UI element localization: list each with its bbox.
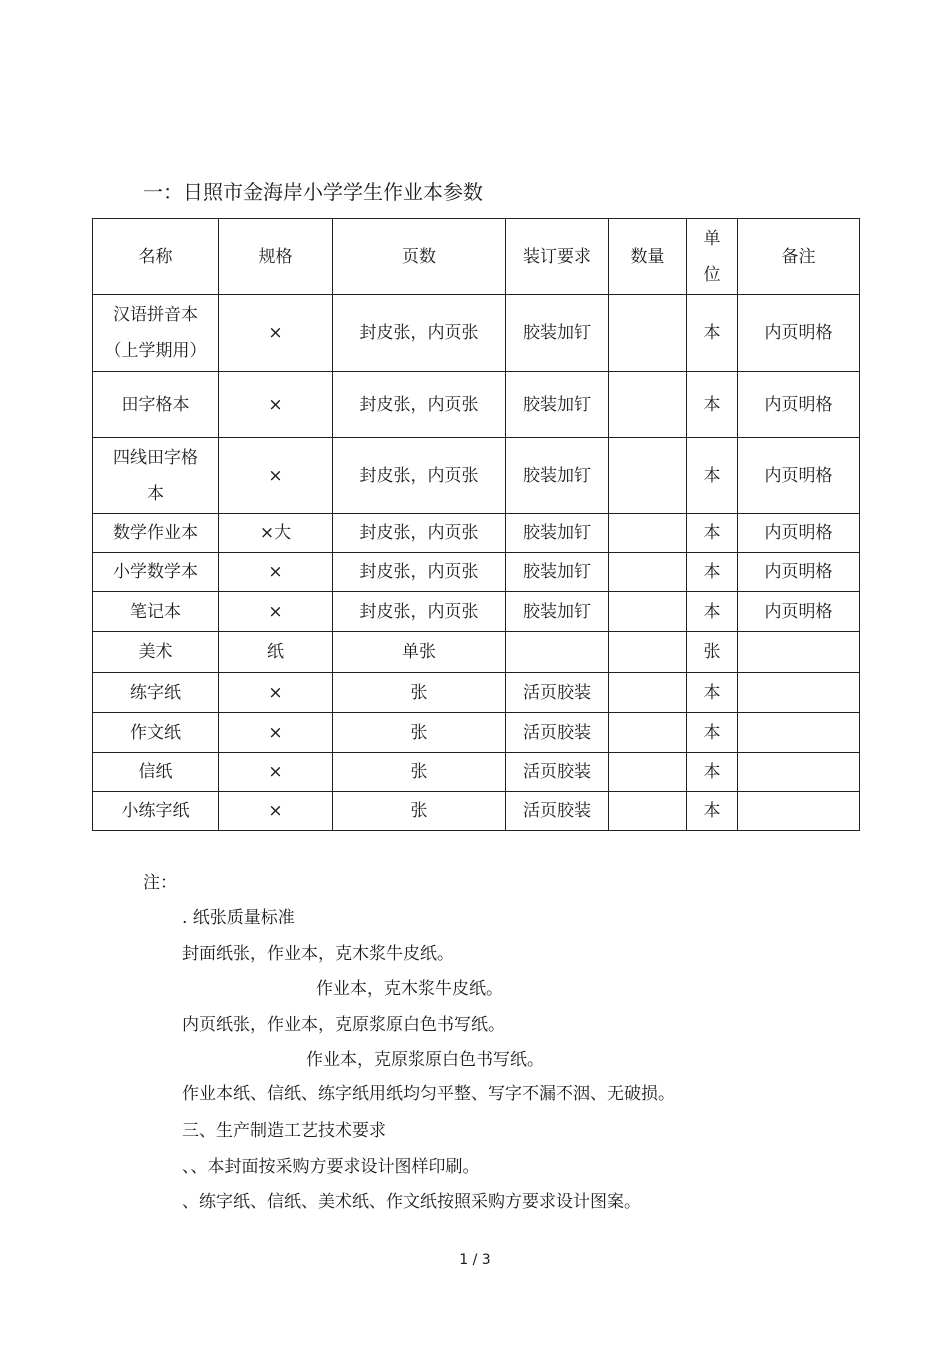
table-cell: 活页胶装	[506, 673, 609, 713]
table-cell: 本	[687, 553, 738, 592]
table-cell: 本	[687, 438, 738, 514]
table-cell: 纸	[219, 632, 333, 673]
document-title: 一：日照市金海岸小学学生作业本参数	[143, 180, 483, 204]
table-cell	[738, 673, 860, 713]
table-cell: 张	[333, 713, 506, 753]
table-cell: ×	[219, 792, 333, 831]
table-cell	[738, 792, 860, 831]
table-cell	[609, 792, 687, 831]
table-cell: 内页明格	[738, 514, 860, 553]
table-cell: 胶装加钉	[506, 438, 609, 514]
table-cell	[609, 632, 687, 673]
table-cell: 封皮张，内页张	[333, 553, 506, 592]
table-cell: 四线田字格 本	[93, 438, 219, 514]
table-header-row	[93, 219, 860, 295]
table-cell	[609, 673, 687, 713]
table-cell: ×	[219, 295, 333, 372]
table-cell	[609, 713, 687, 753]
table-cell: 张	[333, 753, 506, 792]
parameters-table	[92, 218, 860, 831]
table-cell: 胶装加钉	[506, 372, 609, 438]
table-cell: 张	[687, 632, 738, 673]
table-cell: 信纸	[93, 753, 219, 792]
table-cell: 笔记本	[93, 592, 219, 632]
table-cell	[609, 372, 687, 438]
table-cell: ×大	[219, 514, 333, 553]
table-cell: 小练字纸	[93, 792, 219, 831]
header-cell: 数量	[609, 219, 687, 295]
table-cell: 胶装加钉	[506, 295, 609, 372]
table-cell: 活页胶装	[506, 713, 609, 753]
table-cell: 小学数学本	[93, 553, 219, 592]
table-cell: 汉语拼音本 （上学期用）	[93, 295, 219, 372]
header-cell: 页数	[333, 219, 506, 295]
table-cell: 封皮张，内页张	[333, 295, 506, 372]
table-row	[93, 792, 860, 831]
table-cell: ×	[219, 553, 333, 592]
table-cell: 作文纸	[93, 713, 219, 753]
note-line: 作业本纸、信纸、练字纸用纸均匀平整、写字不漏不洇、无破损。	[182, 1084, 675, 1104]
header-cell: 备注	[738, 219, 860, 295]
table-cell: 美术	[93, 632, 219, 673]
table-cell	[609, 753, 687, 792]
table-cell: 本	[687, 713, 738, 753]
table-cell: 张	[333, 673, 506, 713]
notes-heading: 注：	[143, 873, 177, 893]
table-cell	[506, 632, 609, 673]
table-cell: 封皮张，内页张	[333, 438, 506, 514]
table-cell: ×	[219, 753, 333, 792]
table-cell: 封皮张，内页张	[333, 514, 506, 553]
table-cell: 本	[687, 792, 738, 831]
table-cell: 内页明格	[738, 438, 860, 514]
table-cell	[609, 553, 687, 592]
table-cell: 本	[687, 372, 738, 438]
table-cell: ×	[219, 592, 333, 632]
table-cell: ×	[219, 438, 333, 514]
note-line: 、、本封面按采购方要求设计图样印刷。	[182, 1157, 480, 1177]
table-cell: 胶装加钉	[506, 553, 609, 592]
note-line: 内页纸张，作业本，克原浆原白色书写纸。	[182, 1015, 505, 1035]
table-cell: 活页胶装	[506, 792, 609, 831]
table-row	[93, 553, 860, 592]
note-line: . 纸张质量标准	[182, 908, 295, 928]
table-cell: 内页明格	[738, 372, 860, 438]
table-cell: 本	[687, 673, 738, 713]
table-cell: 本	[687, 295, 738, 372]
table-cell: 本	[687, 753, 738, 792]
table-cell	[609, 295, 687, 372]
table-row	[93, 713, 860, 753]
header-cell: 单 位	[687, 219, 738, 295]
table-cell: 封皮张，内页张	[333, 592, 506, 632]
table-row	[93, 673, 860, 713]
table-row	[93, 295, 860, 372]
table-cell: 田字格本	[93, 372, 219, 438]
table-cell: 内页明格	[738, 295, 860, 372]
table-cell: ×	[219, 673, 333, 713]
table-cell: 张	[333, 792, 506, 831]
table-cell	[738, 632, 860, 673]
table-cell: 练字纸	[93, 673, 219, 713]
table-cell: 本	[687, 592, 738, 632]
table-row	[93, 592, 860, 632]
header-cell: 规格	[219, 219, 333, 295]
table-cell: 内页明格	[738, 592, 860, 632]
note-line: 作业本，克原浆原白色书写纸。	[306, 1050, 544, 1070]
table-cell: 内页明格	[738, 553, 860, 592]
table-cell: 胶装加钉	[506, 514, 609, 553]
table-cell: 本	[687, 514, 738, 553]
table-row	[93, 372, 860, 438]
note-line: 作业本，克木浆牛皮纸。	[316, 979, 503, 999]
note-line: 、练字纸、信纸、美术纸、作文纸按照采购方要求设计图案。	[182, 1192, 641, 1212]
table-cell	[609, 514, 687, 553]
table-cell: 活页胶装	[506, 753, 609, 792]
table-row	[93, 438, 860, 514]
note-line: 封面纸张，作业本，克木浆牛皮纸。	[182, 944, 454, 964]
table-row	[93, 753, 860, 792]
table-cell: 胶装加钉	[506, 592, 609, 632]
page-number: 1 / 3	[459, 1252, 491, 1268]
table-cell: 封皮张，内页张	[333, 372, 506, 438]
header-cell: 名称	[93, 219, 219, 295]
table-cell: 数学作业本	[93, 514, 219, 553]
table-row	[93, 514, 860, 553]
table-cell	[738, 753, 860, 792]
section-heading: 三、生产制造工艺技术要求	[182, 1121, 386, 1141]
table-row	[93, 632, 860, 673]
table-cell	[609, 438, 687, 514]
table-cell: ×	[219, 713, 333, 753]
table-cell: 单张	[333, 632, 506, 673]
table-cell	[738, 713, 860, 753]
table-cell	[609, 592, 687, 632]
table-cell: ×	[219, 372, 333, 438]
header-cell: 装订要求	[506, 219, 609, 295]
